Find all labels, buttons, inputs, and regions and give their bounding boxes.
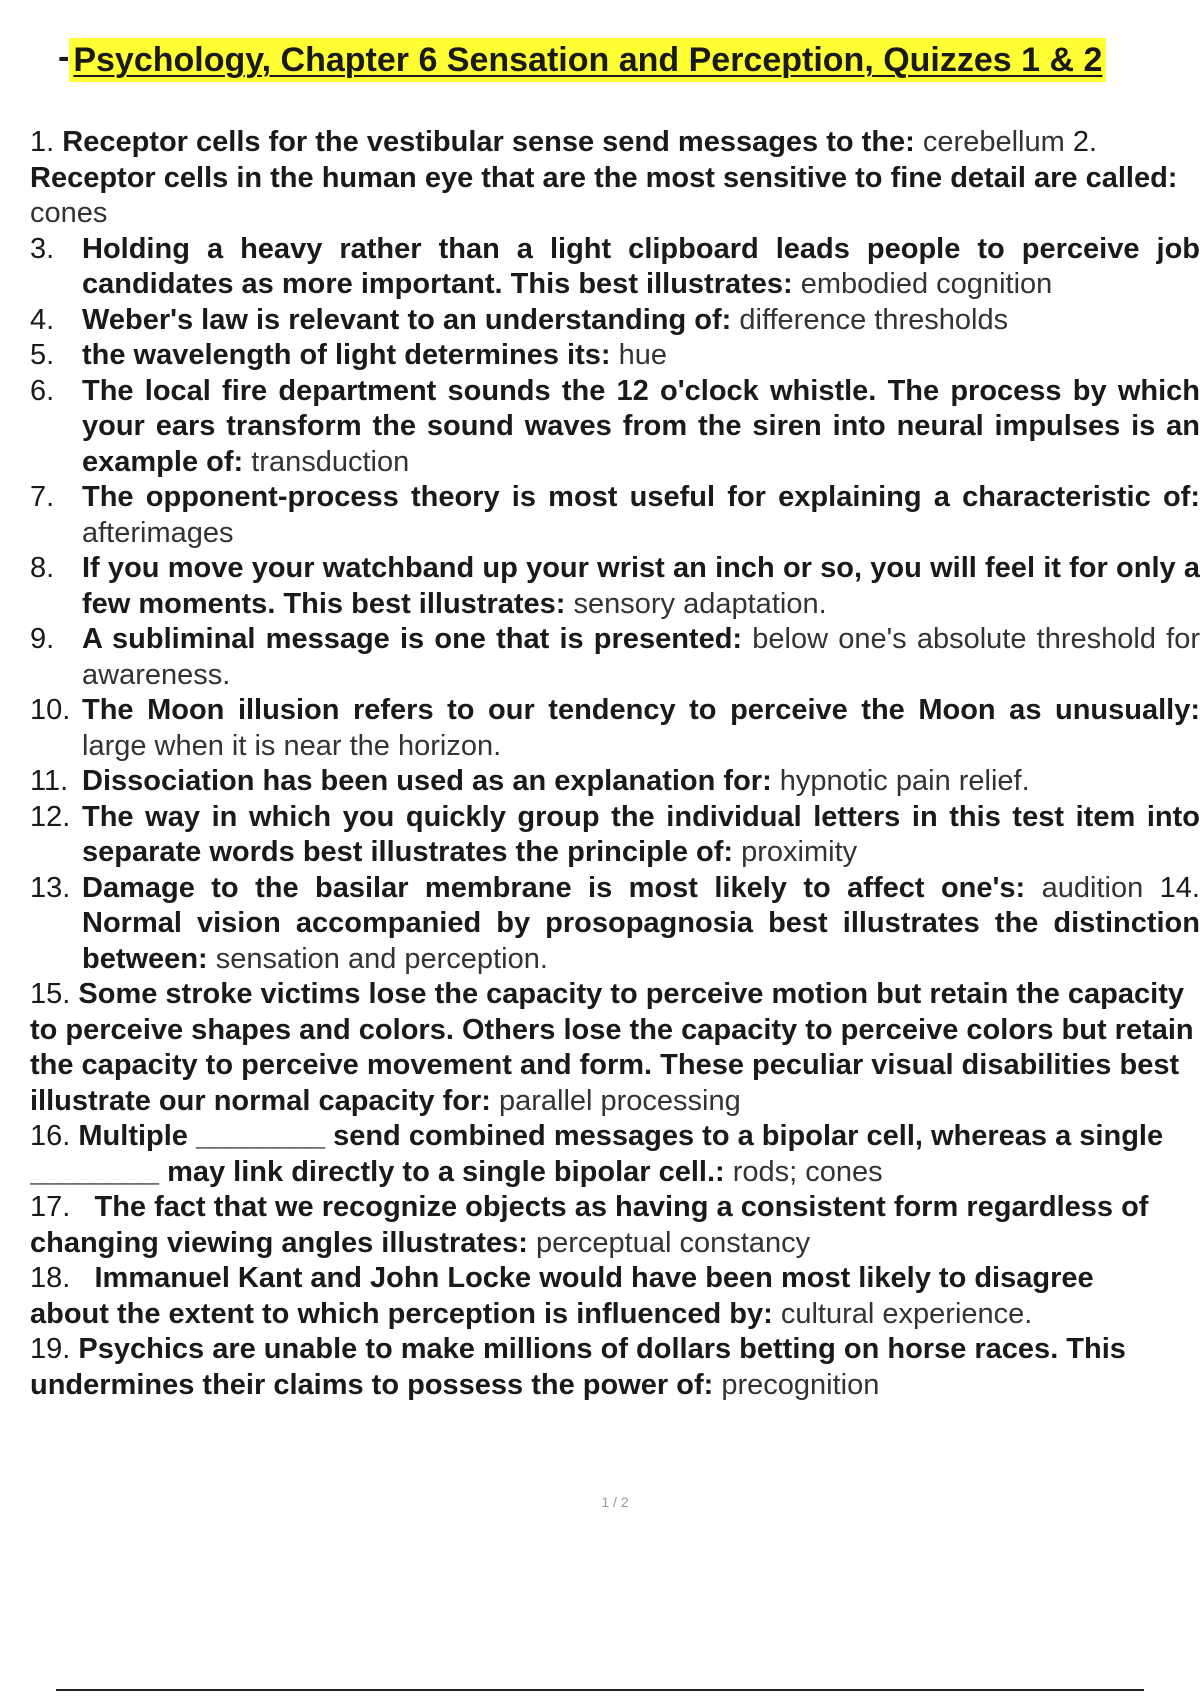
item-answer: afterimages xyxy=(82,516,234,549)
item-number: 6. xyxy=(30,374,55,407)
item-question: If you move your watchband up your wrist an inch or so, you will feel it for only a few moments. This best illustrates: xyxy=(82,552,1200,620)
item-question: Damage to the basilar membrane is most likely to affect one's: xyxy=(82,871,1026,904)
item-answer: below one's absolute threshold for awareness. xyxy=(82,623,1200,691)
list-item xyxy=(30,800,1200,871)
item-answer: sensation and perception. xyxy=(215,942,548,975)
item-number: 1. xyxy=(30,126,55,158)
item-question: Receptor cells in the human eye that are the most sensitive to fine detail are called: xyxy=(30,161,1178,194)
item-question: The opponent-process theory is most useful for explaining a characteristic of: xyxy=(82,481,1200,513)
list-item xyxy=(30,125,1200,161)
item-answer: parallel processing xyxy=(498,1084,741,1117)
item-number: 19. xyxy=(30,1333,71,1365)
item-question: Receptor cells for the vestibular sense send messages to the: xyxy=(62,126,915,158)
item-number: 18. xyxy=(30,1262,71,1294)
item-answer: difference thresholds xyxy=(739,303,1009,336)
list-item xyxy=(30,871,1200,978)
list-item xyxy=(30,1190,1160,1261)
item-number: 13. xyxy=(30,871,71,904)
item-number: 12. xyxy=(30,800,71,833)
item-question: A subliminal message is one that is presented: xyxy=(82,623,743,655)
item-question: Dissociation has been used as an explanation for: xyxy=(82,765,772,797)
list-item xyxy=(30,693,1200,764)
item-number: 5. xyxy=(30,339,55,371)
item-number: 3. xyxy=(30,232,55,265)
item-question: The Moon illusion refers to our tendency to perceive the Moon as unusually: xyxy=(82,694,1200,726)
item-number: 15. xyxy=(30,978,71,1010)
list-item xyxy=(30,977,1200,1119)
page-title: Psychology, Chapter 6 Sensation and Perception, Quizzes 1 & 2 xyxy=(69,38,1106,82)
numbered-list xyxy=(30,232,1200,978)
list-item xyxy=(30,338,1200,374)
item-answer: cerebellum xyxy=(922,126,1065,158)
item-answer: cultural experience. xyxy=(780,1297,1033,1330)
list-item xyxy=(30,1261,1160,1332)
item-answer: large when it is near the horizon. xyxy=(82,729,502,762)
list-item xyxy=(30,161,1200,232)
list-item xyxy=(30,1332,1200,1403)
item-question: Normal vision accompanied by prosopagnosia best illustrates the distinction between: xyxy=(82,907,1200,975)
item-answer: embodied cognition xyxy=(800,268,1053,300)
item-answer: sensory adaptation. xyxy=(573,587,827,620)
item-question: The local fire department sounds the 12 o'clock whistle. The process by which your ears transform the sound waves from the siren into neural impulses is an example of: xyxy=(82,374,1200,478)
item-question: Multiple ________ send combined messages to a bipolar cell, whereas a single ________ may link directly to a single bipolar cell.: xyxy=(30,1120,1164,1188)
list-item xyxy=(30,764,1200,800)
item-number: 9. xyxy=(30,623,55,655)
quiz-body xyxy=(30,125,1200,1403)
item-number: 11. xyxy=(30,765,69,797)
item-question: Psychics are unable to make millions of dollars betting on horse races. This undermines their claims to possess the power of: xyxy=(30,1333,1126,1401)
list-item xyxy=(30,374,1200,481)
item-answer: transduction xyxy=(251,445,410,478)
item-answer: perceptual constancy xyxy=(536,1226,811,1259)
item-number: 16. xyxy=(30,1120,71,1152)
item-number: 10. xyxy=(30,694,71,726)
title-wrap xyxy=(58,38,1106,82)
item-number: 4. xyxy=(30,303,55,336)
list-item xyxy=(30,1119,1200,1190)
item-question: Immanuel Kant and John Locke would have been most likely to disagree about the extent to which perception is influenced by: xyxy=(30,1262,1094,1330)
item-number: 2. xyxy=(1072,126,1097,158)
item-answer: precognition xyxy=(721,1368,880,1401)
item-question: The way in which you quickly group the individual letters in this test item into separate words best illustrates the principle of: xyxy=(82,800,1200,868)
page-number: 1 / 2 xyxy=(601,1494,629,1510)
list-item xyxy=(30,232,1200,303)
item-answer: hypnotic pain relief. xyxy=(779,765,1030,797)
item-question: Some stroke victims lose the capacity to perceive motion but retain the capacity to perceive shapes and colors. Others lose the capacity to perceive colors but retain the capacity to perceive movement and form. These peculiar visual disabilities best illustrate our normal capacity for: xyxy=(30,978,1194,1117)
item-question: Weber's law is relevant to an understanding of: xyxy=(82,303,732,336)
list-item xyxy=(30,303,1200,339)
item-number: 14. xyxy=(1159,871,1200,904)
item-answer: rods; cones xyxy=(732,1155,883,1188)
list-item xyxy=(30,622,1200,693)
item-number: 17. xyxy=(30,1191,71,1223)
item-number: 8. xyxy=(30,552,55,584)
item-answer: hue xyxy=(618,339,667,371)
bottom-rule xyxy=(56,1689,1144,1691)
item-question: the wavelength of light determines its: xyxy=(82,339,611,371)
list-item xyxy=(30,480,1200,551)
item-question: The fact that we recognize objects as having a consistent form regardless of changing viewing angles illustrates: xyxy=(30,1191,1149,1259)
item-answer: proximity xyxy=(741,836,858,868)
list-item xyxy=(30,551,1200,622)
item-answer: cones xyxy=(30,197,108,229)
item-answer: audition xyxy=(1041,871,1144,904)
item-question: Holding a heavy rather than a light clipboard leads people to perceive job candidates as more important. This best illustrates: xyxy=(82,232,1200,300)
item-number: 7. xyxy=(30,481,55,513)
title-dash: - xyxy=(58,38,70,76)
